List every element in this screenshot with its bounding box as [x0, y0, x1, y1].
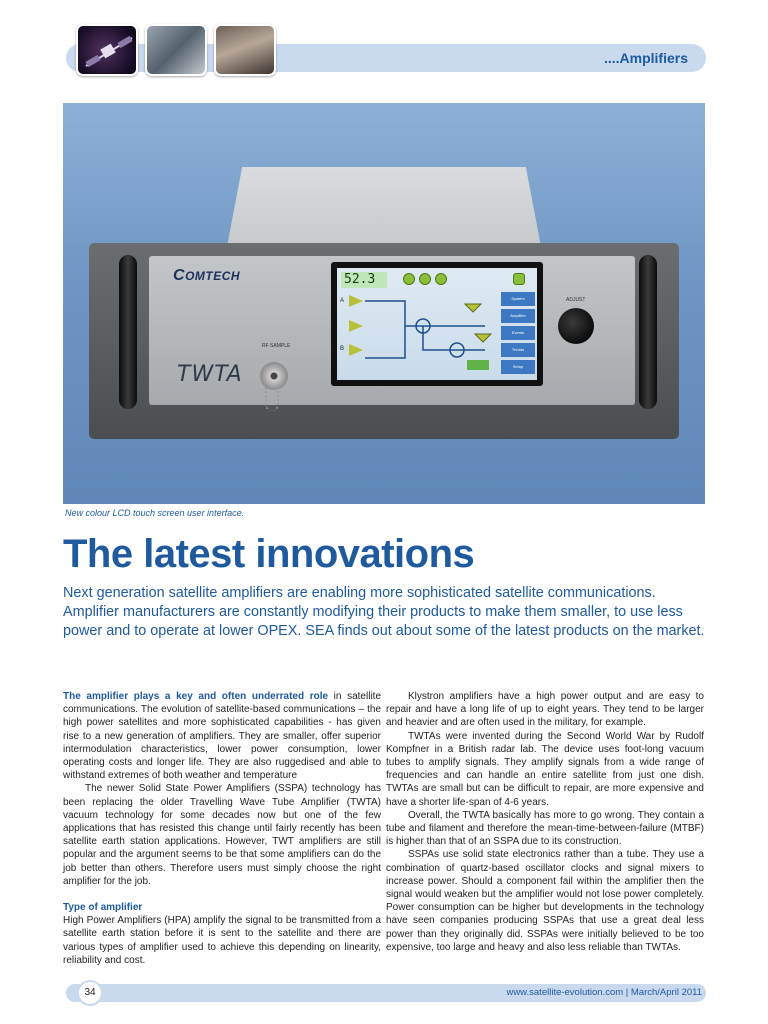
brand-logo: COMTECH [173, 267, 241, 284]
adjust-knob [558, 308, 594, 344]
people-thumbnail [145, 24, 207, 76]
article-title: The latest innovations [63, 532, 475, 576]
lcd-home-icon [513, 273, 525, 285]
lcd-tab: Events [501, 326, 535, 340]
satellite-thumbnail [76, 24, 138, 76]
body-column-right [386, 690, 704, 954]
lcd-amplifier-icon [349, 320, 363, 332]
lcd-amplifier-icon [349, 344, 363, 356]
body-paragraph [63, 690, 381, 782]
lcd-tab: System [501, 292, 535, 306]
lcd-touch-screen [337, 268, 537, 380]
lcd-status-icon [403, 273, 415, 285]
body-paragraph: High Power Amplifiers (HPA) amplify the signal to be transmitted from a satellite earth station before it is sent to the satellite and there are various types of amplifier used to achieve this depending on linearity, reliability and cost. [63, 915, 381, 966]
lcd-tab: Trends [501, 343, 535, 357]
intro-lead-in: The amplifier plays a key and often underrated role [63, 691, 329, 702]
right-handle [639, 255, 657, 409]
rf-sample-label: RF SAMPLE [262, 343, 291, 349]
lcd-tab: Amplifier [501, 309, 535, 323]
adjust-label: ADJUST [566, 297, 586, 303]
intro-text: in satellite communications. The evolution of satellite-based communications – the high power satellites and more sophisticated capabilities - has given rise to a new generation of amplifiers. They are smaller, offer superior intermodulation characteristics, lower power consumption, lower operating costs and longer life. They are also ruggedised and able to withstand extremes of both weather and temperature [63, 691, 381, 782]
body-paragraph: TWTAs were invented during the Second World War by Rudolf Kompfner in a British radar lab. The device uses foot-long vacuum tubes to amplify signals. They amplify signals from a wide range of frequencies and can handle an entire satellite from just one dish. TWTAs are small but can be difficult to repair, are more expensive and have a shorter life-span of 4-6 years. [386, 730, 704, 808]
body-paragraph: Klystron amplifiers have a high power output and are easy to repair and have a long life of up to eight years. They tend to be larger and heavier and are often used in the military, for example. [386, 691, 704, 729]
lcd-row-label: B [340, 346, 345, 352]
lcd-row-label: A [340, 298, 345, 304]
subheading: Type of amplifier [63, 902, 143, 914]
photo-caption: New colour LCD touch screen user interface. [65, 508, 245, 518]
left-handle [119, 255, 137, 409]
model-label: TWTA [177, 362, 243, 387]
body-column-left [63, 690, 381, 967]
lcd-signal-diagram [365, 288, 499, 374]
footer-publication-info: www.satellite-evolution.com | March/April 2011 [506, 987, 702, 998]
body-paragraph: Overall, the TWTA basically has more to go wrong. They contain a tube and filament and therefore the mean-time-between-failure (MTBF) is higher than that of an SSPA due to its construction. [386, 809, 704, 848]
body-paragraph: SSPAs use solid state electronics rather than a tube. They use a combination of quartz-based oscillator clocks and signal mixers to increase power. Should a component fail within the amplifier then the signal would weaken but the amplifier would not lose power completely. Power consumption can be higher but developments in the technology have seen companies producing SSPAs that use a great deal less power than they originally did. SSPAs were initially believed to be too expensive, too large and heavy and also less reliable than TWTAs. [386, 849, 704, 953]
lcd-amplifier-icon [349, 295, 363, 307]
article-lead: Next generation satellite amplifiers are enabling more sophisticated satellite communications. Amplifier manufacturers are constantly modifying their products to make them smaller, to use less power and to operate at lower OPEX. SEA finds out about some of the latest products on the market. [63, 585, 705, 639]
lcd-status-icon [419, 273, 431, 285]
connector-chain [265, 387, 279, 411]
faces-thumbnail [214, 24, 276, 76]
rf-sample-connector [260, 362, 288, 390]
lcd-status-icon [435, 273, 447, 285]
body-paragraph: The newer Solid State Power Amplifiers (SSPA) technology has been replacing the older Travelling Wave Tube Amplifier (TWTA) vacuum technology for some decades now but one of the few applications that has resisted this change until fairly recently has been satellite earth station applications. However, TWT amplifiers are still popular and the argument seems to be that some amplifiers can do the job better than others. Therefore users must simply choose the right amplifier for the job. [63, 783, 381, 887]
lcd-tab: Setup [501, 360, 535, 374]
page-number: 34 [77, 980, 103, 1006]
hero-photo [63, 103, 705, 504]
lcd-power-readout: 52.3 [341, 272, 387, 288]
section-title: ....Amplifiers [603, 50, 688, 66]
